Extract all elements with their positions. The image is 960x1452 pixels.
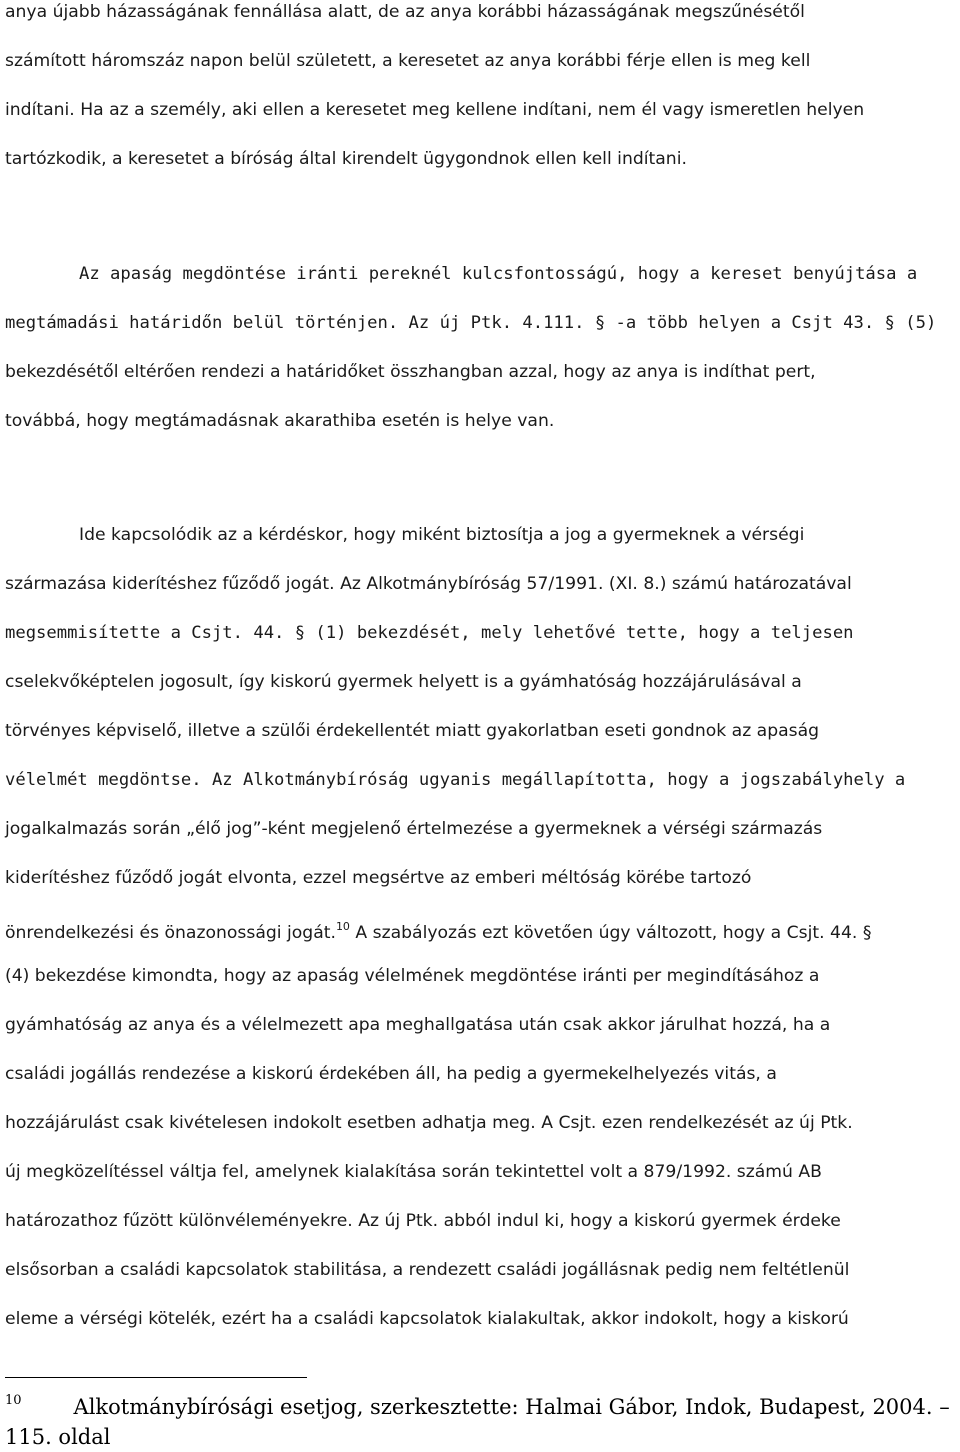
text-line [5, 49, 960, 98]
text-line [5, 1307, 960, 1356]
line-text: jogalkalmazás során „élő jog”-ként megjelenő értelmezése a gyermeknek a vérségi származás [5, 819, 823, 839]
line-text: (4) bekezdése kimondta, hogy az apaság vélelmének megdöntése iránti per megindításához a [5, 966, 820, 986]
text-line [5, 670, 960, 719]
line-text: származása kiderítéshez fűződő jogát. Az Alkotmánybíróság 57/1991. (XI. 8.) számú határozatával [5, 574, 852, 594]
paragraph-1 [5, 0, 960, 196]
line-text: megsemmisítette a Csjt. 44. § (1) bekezdését, mely lehetővé tette, hogy a teljesen [5, 623, 854, 643]
text-line [5, 1013, 960, 1062]
line-text: kiderítéshez fűződő jogát elvonta, ezzel megsértve az emberi méltóság körébe tartozó [5, 868, 752, 888]
line-text-part: önrendelkezési és önazonossági jogát. [5, 923, 336, 943]
text-line [5, 98, 960, 147]
line-text: cselekvőképtelen jogosult, így kiskorú gyermek helyett is a gyámhatóság hozzájárulásával a [5, 672, 802, 692]
line-text: törvényes képviselő, illetve a szülői érdekellentét miatt gyakorlatban eseti gondnok az apaság [5, 721, 820, 741]
text-line [5, 1258, 960, 1307]
line-text: határozathoz fűzött különvéleményekre. Az új Ptk. abból indul ki, hogy a kiskorú gyermek érdeke [5, 1211, 841, 1231]
line-text: továbbá, hogy megtámadásnak akarathiba esetén is helye van. [5, 411, 555, 431]
text-line [5, 964, 960, 1013]
text-line [5, 523, 960, 572]
footnote-text-continued: 115. oldal [5, 1425, 111, 1449]
footnote [5, 1386, 955, 1452]
text-line [5, 1062, 960, 1111]
text-line [5, 817, 960, 866]
text-line [5, 915, 960, 964]
footnote-reference[interactable]: 10 [335, 920, 350, 933]
line-text: elsősorban a családi kapcsolatok stabilitása, a rendezett családi jogállásnak pedig nem feltétlenül [5, 1260, 850, 1280]
line-text: családi jogállás rendezése a kiskorú érdekében áll, ha pedig a gyermekelhelyezés vitás, a [5, 1064, 777, 1084]
text-line [5, 409, 960, 458]
line-text-part: A szabályozás ezt követően úgy változott, hogy a Csjt. 44. § [355, 923, 872, 943]
line-text: gyámhatóság az anya és a vélelmezett apa meghallgatása után csak akkor járulhat hozzá, ha a [5, 1015, 831, 1035]
text-line [5, 572, 960, 621]
line-text: megtámadási határidőn belül történjen. Az új Ptk. 4.111. § -a több helyen a Csjt 43. § (5) [5, 313, 937, 333]
text-line [5, 1111, 960, 1160]
text-line [5, 0, 960, 49]
footnote-separator [5, 1377, 307, 1378]
text-line [5, 360, 960, 409]
paragraph-2 [5, 262, 960, 458]
text-line [5, 147, 960, 196]
text-line [5, 1160, 960, 1209]
paragraph-3 [5, 523, 960, 1356]
line-text: új megközelítéssel váltja fel, amelynek kialakítása során tekintettel volt a 879/1992. számú AB [5, 1162, 822, 1182]
text-line [5, 262, 960, 311]
line-text: vélelmét megdöntse. Az Alkotmánybíróság ugyanis megállapította, hogy a jogszabályhely a [5, 770, 906, 790]
text-line [5, 719, 960, 768]
line-text: hozzájárulást csak kivételesen indokolt esetben adhatja meg. A Csjt. ezen rendelkezését az új Ptk. [5, 1113, 853, 1133]
line-text: anya újabb házasságának fennállása alatt, de az anya korábbi házasságának megszűnésétől [5, 2, 805, 22]
line-text: indítani. Ha az a személy, aki ellen a keresetet meg kellene indítani, nem él vagy ismeretlen helyen [5, 100, 865, 120]
line-text [5, 915, 871, 945]
text-line [5, 621, 960, 670]
line-text: Ide kapcsolódik az a kérdéskor, hogy miként biztosítja a jog a gyermeknek a vérségi [79, 525, 805, 545]
text-line [5, 1209, 960, 1258]
text-line [5, 768, 960, 817]
text-line [5, 866, 960, 915]
text-line [5, 311, 960, 360]
footnote-text: Alkotmánybírósági esetjog, szerkesztette: Halmai Gábor, Indok, Budapest, 2004. – [73, 1395, 950, 1419]
line-text: Az apaság megdöntése iránti pereknél kulcsfontosságú, hogy a kereset benyújtása a [79, 264, 918, 284]
line-text: bekezdésétől eltérően rendezi a határidőket összhangban azzal, hogy az anya is indíthat pert, [5, 362, 816, 382]
line-text: tartózkodik, a keresetet a bíróság által kirendelt ügygondnok ellen kell indítani. [5, 149, 687, 169]
line-text: eleme a vérségi kötelék, ezért ha a családi kapcsolatok kialakultak, akkor indokolt, hogy a kiskorú [5, 1309, 849, 1329]
footnote-number: 10 [5, 1393, 22, 1408]
line-text: számított háromszáz napon belül született, a keresetet az anya korábbi férje ellen is meg kell [5, 51, 811, 71]
